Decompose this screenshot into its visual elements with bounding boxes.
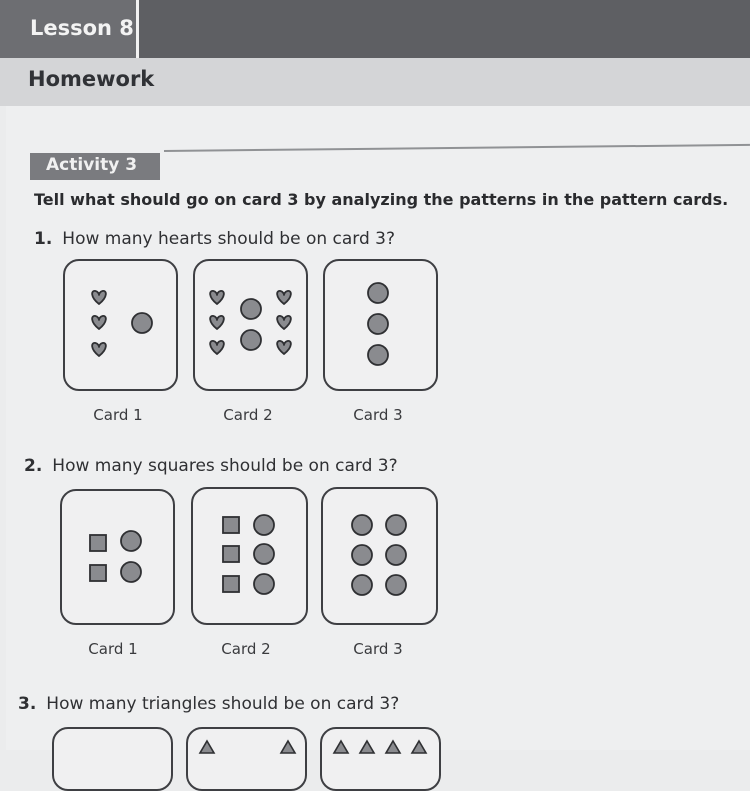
heart-icon xyxy=(277,291,291,304)
circle-icon xyxy=(352,575,372,595)
circle-icon xyxy=(254,515,274,535)
triangle-icon xyxy=(412,741,426,753)
question-number: 2. xyxy=(24,456,43,476)
lesson-title: Lesson 8 xyxy=(30,16,134,40)
triangle-icon xyxy=(386,741,400,753)
heart-icon xyxy=(210,316,224,329)
circle-icon xyxy=(241,330,261,350)
question-number: 3. xyxy=(18,694,37,714)
triangle-icon xyxy=(360,741,374,753)
q1-card-1-label: Card 1 xyxy=(93,406,143,424)
triangle-icon xyxy=(281,741,295,753)
q1-card-2-label: Card 2 xyxy=(223,406,273,424)
circle-icon xyxy=(368,314,388,334)
question-number: 1. xyxy=(34,229,53,249)
circle-icon xyxy=(241,299,261,319)
activity-instructions: Tell what should go on card 3 by analyzing the patterns in the pattern cards. xyxy=(34,190,729,209)
heart-icon xyxy=(210,341,224,354)
question-text: How many hearts should be on card 3? xyxy=(62,229,396,249)
circle-icon xyxy=(352,515,372,535)
circle-icon xyxy=(121,562,141,582)
q2-card-3-label: Card 3 xyxy=(353,640,403,658)
heart-icon xyxy=(92,316,106,329)
circle-icon xyxy=(254,574,274,594)
circle-icon xyxy=(386,575,406,595)
circle-icon xyxy=(121,531,141,551)
circle-icon xyxy=(368,283,388,303)
square-icon xyxy=(223,517,239,533)
triangle-icon xyxy=(200,741,214,753)
circle-icon xyxy=(386,545,406,565)
circle-icon xyxy=(132,313,152,333)
circle-icon xyxy=(386,515,406,535)
heart-icon xyxy=(210,291,224,304)
square-icon xyxy=(223,576,239,592)
heart-icon xyxy=(92,343,106,356)
heart-icon xyxy=(92,291,106,304)
question-text: How many triangles should be on card 3? xyxy=(46,694,400,714)
circle-icon xyxy=(254,544,274,564)
heart-icon xyxy=(277,316,291,329)
heart-icon xyxy=(277,341,291,354)
square-icon xyxy=(90,565,106,581)
square-icon xyxy=(223,546,239,562)
circle-icon xyxy=(352,545,372,565)
q2-card-1-label: Card 1 xyxy=(88,640,138,658)
q1-card-3-label: Card 3 xyxy=(353,406,403,424)
triangle-icon xyxy=(334,741,348,753)
q2-card-2-label: Card 2 xyxy=(221,640,271,658)
question-text: How many squares should be on card 3? xyxy=(52,456,398,476)
square-icon xyxy=(90,535,106,551)
circle-icon xyxy=(368,345,388,365)
homework-title: Homework xyxy=(28,67,155,91)
activity-title: Activity 3 xyxy=(46,155,138,175)
